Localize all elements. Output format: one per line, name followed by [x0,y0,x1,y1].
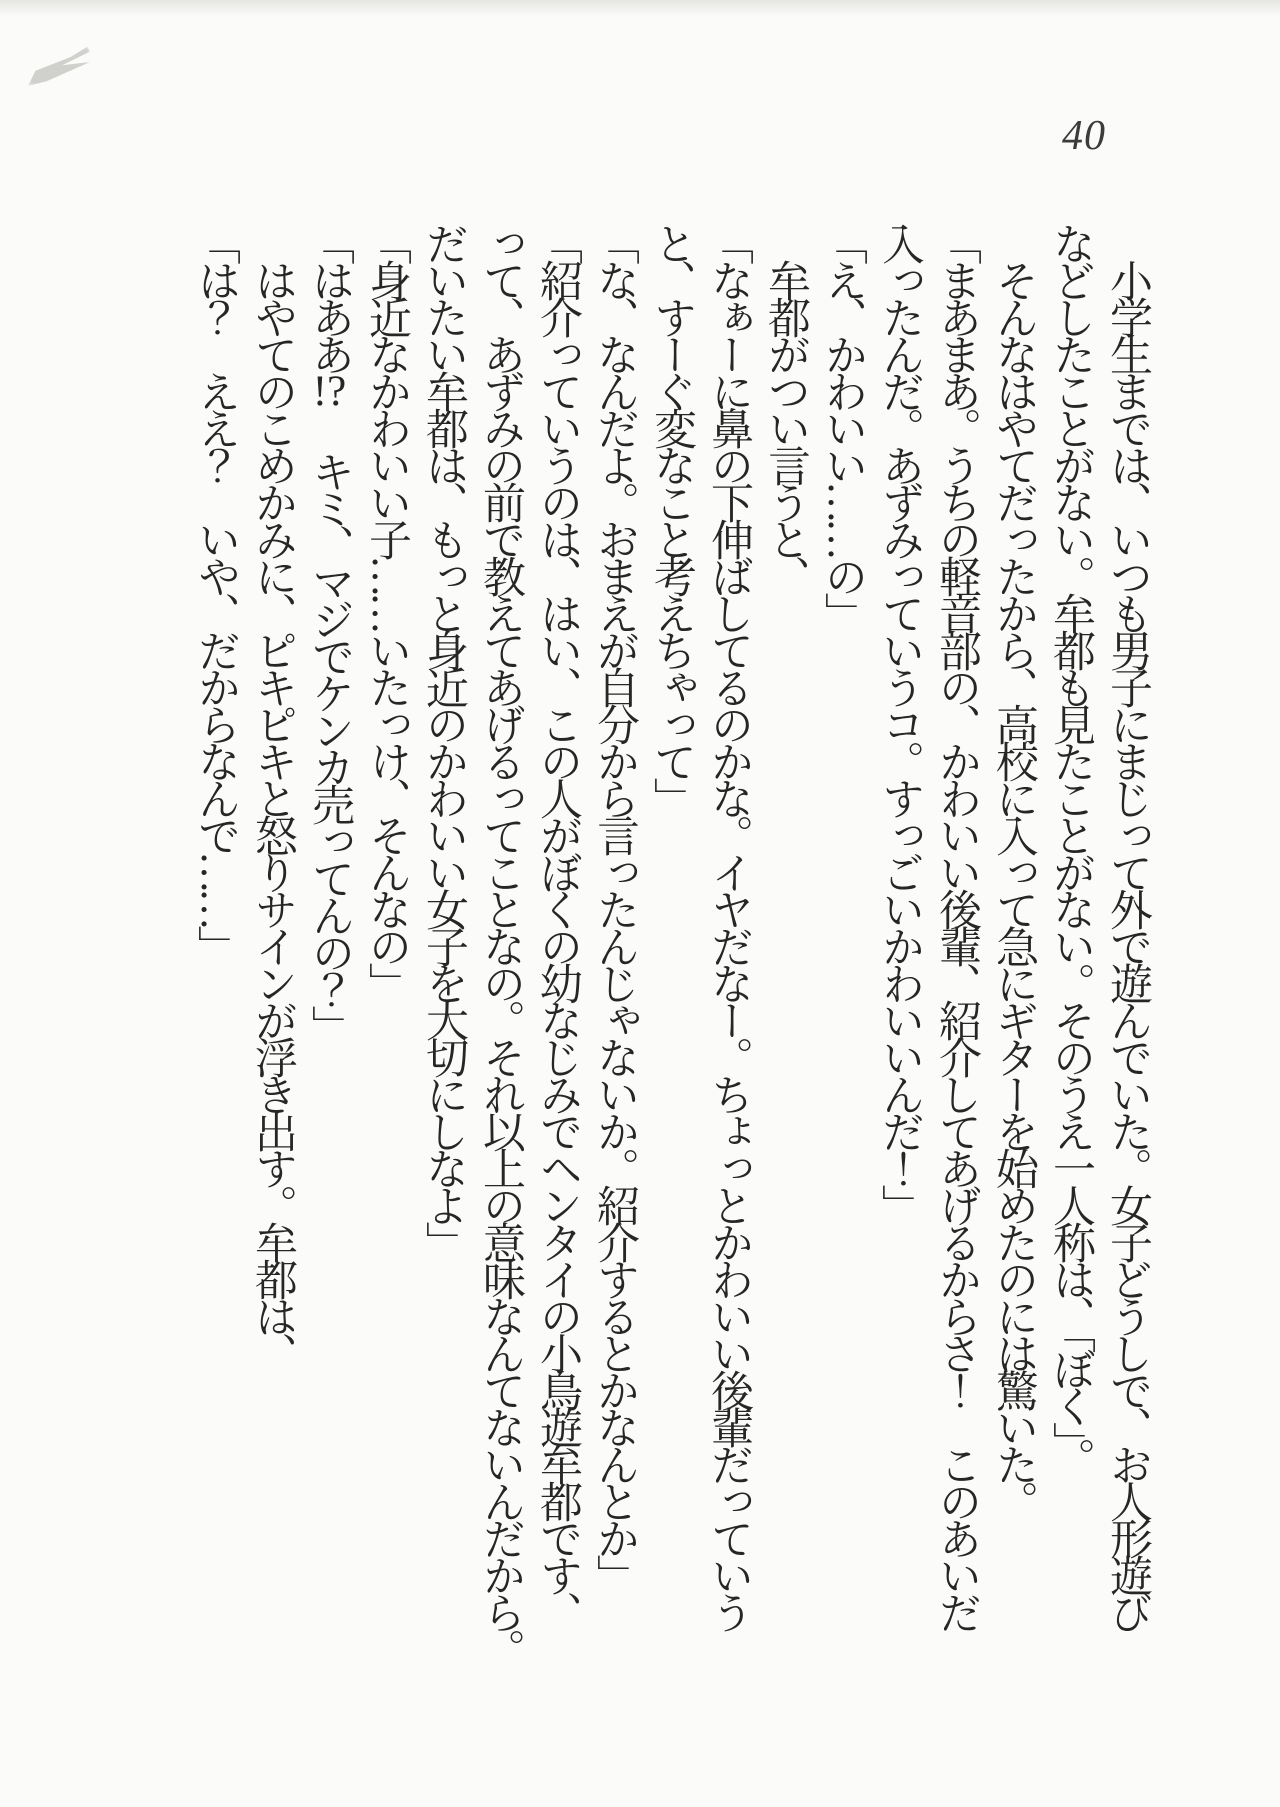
text-column-13: だいたい牟都は、もっと身近のかわいい女子を大切にしなよ」 [420,222,467,1258]
vertical-text-block [187,222,1156,1682]
text-column-01: 小学生までは、いつも男子にまじって外で遊んでいた。女子どうしで、お人形遊び [1104,259,1151,1628]
interrobang-tatechuyoko: !? [312,370,347,413]
scan-smudge-artifact [28,46,90,86]
text-column-08: 「なぁーに鼻の下伸ばしてるのかな。イヤだなー。ちょっとかわいい後輩だっていう [705,222,752,1628]
text-column-16: はやてのこめかみに、ピキピキと怒りサインが浮き出す。牟都は、 [249,259,296,1369]
text-column-10: 「な、なんだよ。おまえが自分から言ったんじゃないか。紹介するとかなんとか」 [591,222,638,1591]
text-column-03: そんなはやてだったから、高校に入って急にギターを始めたのには驚いた。 [990,259,1037,1517]
text-column-06: 「え、かわいい……の」 [819,222,866,629]
text-column-07: 牟都がつい言うと、 [762,259,809,592]
text-column-02: などしたことがない。牟都も見たことがない。そのうえ一人称は、「ぼく」。 [1047,222,1094,1474]
text-column-09: と、すーぐ変なこと考えちゃって」 [648,222,695,814]
text-column-05: 入ったんだ。あずみっていうコ。すっごいかわいいんだ！」 [876,222,923,1221]
text-column-15-post: キミ、マジでケンカ売ってんの？」 [306,413,353,1042]
text-column-11: 「紹介っていうのは、はい、この人がぼくの幼なじみでヘンタイの小鳥遊牟都です、 [534,222,581,1628]
page-number: 40 [1062,113,1106,159]
text-column-15-pre: 「はああ [306,222,353,370]
text-column-12: って、あずみの前で教えてあげるってことなの。それ以上の意味なんてないんだから。 [477,222,524,1665]
text-column-15 [301,222,358,1682]
text-column-04: 「まあまあ。うちの軽音部の、かわいい後輩、紹介してあげるからさ！ このあいだ [933,222,980,1628]
text-column-17: 「は？ ええ？ いや、だからなんで……」 [192,222,239,962]
text-column-14: 「身近なかわいい子……いたっけ、そんなの」 [363,222,410,999]
